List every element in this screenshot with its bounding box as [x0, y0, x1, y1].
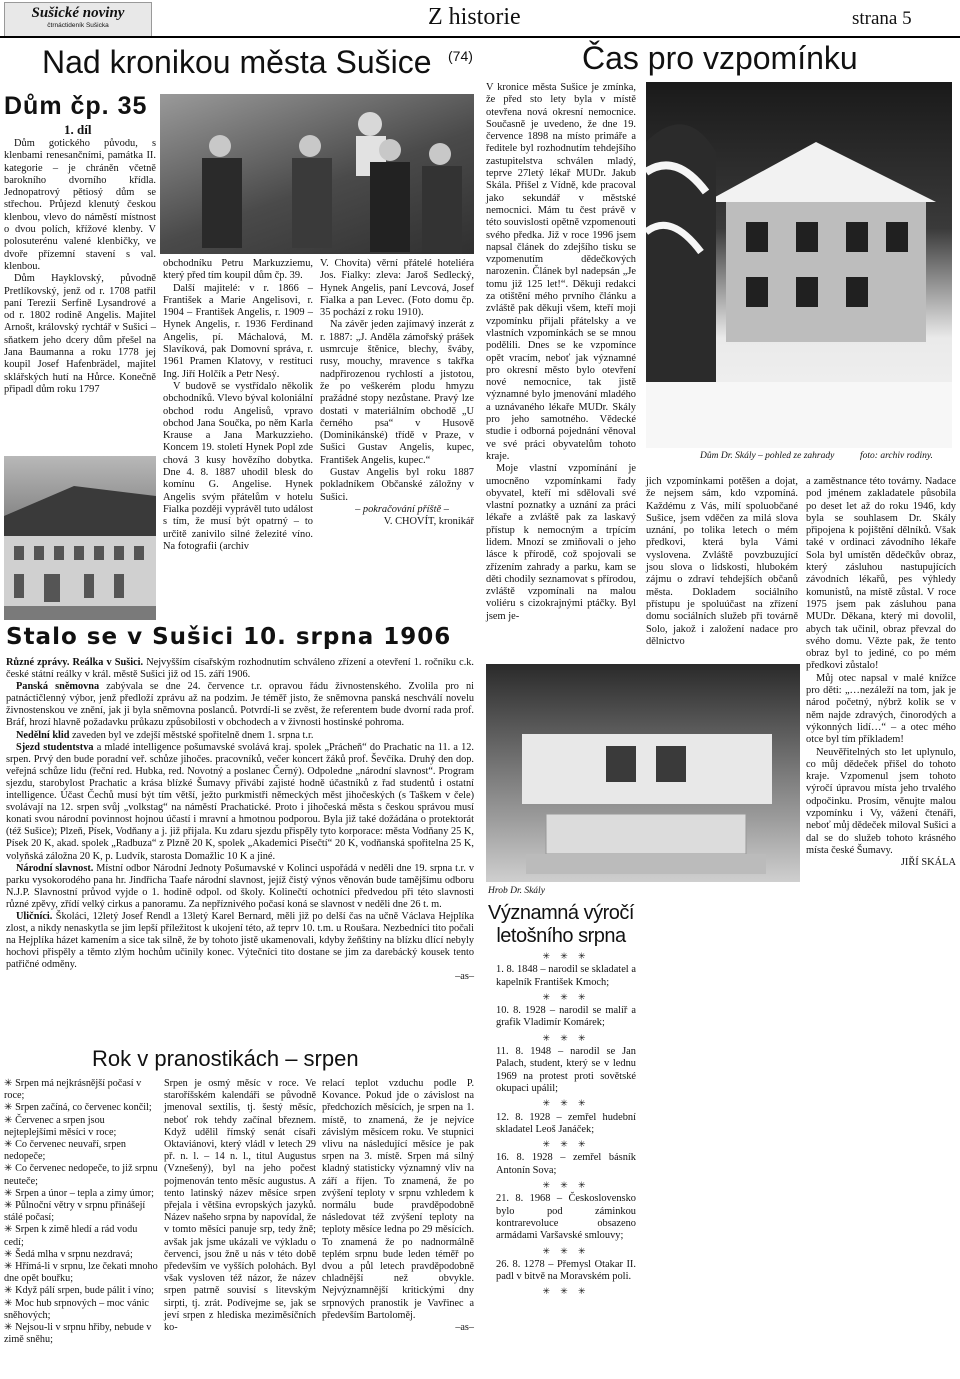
pranostika-item: [4, 1163, 158, 1187]
pranostika-item: [4, 1115, 158, 1139]
stalo-p1-head: Různé zprávy. Reálka v Sušici.: [6, 657, 144, 668]
vyroci-box: [486, 902, 636, 1372]
header-rule: [0, 36, 960, 38]
stalo-p3-text: zaveden byl ve zdejší městské spořitelně dnem 1. srpna t.r.: [69, 729, 314, 741]
vzpominka-col3-p1: a zaměstnance této továrny. Nadace pod jménem zakladatele působila po deset let až do roku 1946, kdy byla se souhlasem Dr. Skály připojena k pojištění dělníků. Však také v ordinaci závodního lékaře Sola byl umístěn dědečkův obraz, který zásluhou nastupujících závodních lékařů, pes výhledy komunistů, na místě zůstal. V roce 1975 jsem pak zásluhou pana MUDr. Děkana, který mi dovolil, abych tak učinil, obraz převzal do svého domu. Vězte pak, že tento obraz byl to jediné, co po mém předkovi zůstalo!: [806, 476, 956, 672]
pranostika-item: [4, 1261, 158, 1285]
separator-stars: ✳ ✳ ✳: [542, 1286, 590, 1297]
pranostiky-signature: –as–: [455, 1322, 474, 1334]
asterisk-icon: ✳: [4, 1114, 16, 1126]
asterisk-icon: ✳: [4, 1078, 16, 1089]
asterisk-icon: ✳: [4, 1224, 16, 1236]
kronika-col1-p2: Dům Hayklovský, původně Pretlíkovský, jenž od r. 1708 patřil paní Terezii Serfině Lysandrové a od r. 1802 rodině Angelis. Majitel Arnošt, královský rychtář v Sušici – sňatkem jeho dcery dům přešel na Jana Baumanna a roku 1778 jej koupil Josef Hafenbrädel, majitel sklářských hutí na Hůrce. Konečně připadl dům roku 1797: [4, 273, 156, 395]
stalo-p1: [6, 657, 474, 681]
pranostika-text: Moc hub srpnových – moc vánic sněhových;: [4, 1297, 149, 1321]
skala-house-photo-scene: [646, 82, 952, 448]
anniversary-item: 11. 8. 1948 – narodil se Jan Palach, student, který se v lednu 1969 na protest proti sovětské okupaci upálil;: [496, 1046, 636, 1094]
stalo-p6-text: Školáci, 12letý Josef Rendl a 13letý Karel Bernard, měli již po delší čas na učně Václava Hejplíka zlost, a nikdy nenaskytla se jim lepší příležitost k ukojení této, až teprv 10. t.m. u Roušara. Nezbedníci tito počali na Hejplíka házet kamením a sice tak silně, že by tohoto jistě ukamenovali, kdyby žeňštiny na blízku dlící nebyly hochovi přispěly a těmto zlým hochům učinily konec. Výtečníci tito dostane se jim za darebácký kousek tento patřičné odměny.: [6, 910, 474, 971]
friends-photo-figures: [160, 94, 474, 254]
skala-house-caption: Dům Dr. Skály – pohled ze zahrady: [700, 451, 835, 461]
asterisk-icon: ✳: [4, 1187, 16, 1199]
separator-stars: ✳ ✳ ✳: [542, 991, 590, 1002]
anniversary-item: 1. 8. 1848 – narodil se skladatel a kapelník František Kmoch;: [496, 964, 636, 988]
stalo-body: [6, 657, 474, 984]
kronika-col2: [163, 258, 313, 553]
stalo-p5-text: Místní odbor Národní Jednoty Pošumavské v Kolinci uspořádá v neděli dne 19. srpna t.r. v parku vysokorodého pana hr. Jindřicha Taafe národní slavnost, jejíž čistý výnos věnován bude tamějšímu odboru N.J.P. Slavnostní průvod vyjde o 1. hodině odpol. od školy. Kolinečtí ochotníci předvedou při této slavnosti různé zpěvy, zřídí velký cirkus a panoramu. Za nepříznivého počasí koná se slavnost v neděli dne 26 t. m.: [6, 862, 474, 910]
stalo-p4-text: a mladé intelligence pošumavské svolává kraj. spolek „Prácheň“ do Prachatic na 11. a 12. srpen. Prvý den bude poradní veř. schůze jihočes. pracovníků, večer koncert žáků prof. Ševčíka. Druhý den dop. veřejná schůze lidu (řeční red. Hubka, red. Novotný a poslanec Černý). Odpoledne „národní slavnost“. Program sjezdu, starobylost Prachatic a krása blízké Šumavy přivábí zajisté hodně účastníků z řad studentů i ostatní intelligence. Účast Čechů musí být tím větší, ježto purkmistři německých měst jihočeských (s Taškem v čele) svolávají na 12. srpen svůj „volkstag“ na náměstí Prachatické. Proto i jihočeská města s českou správou musí konati svou národní povinnost hojnou účastí i mravní a hmotnou podporou. Byla již také dožádána o protektorát (též Sušice); Plzeň, Písek, Vodňany a j. již přijala. Ku zdaru sjezdu přispěly tyto korporace: města Vodňany 25 K, Písek 20 K, akad. spolek „Radbuza“ z Plzně 20 K, spolek „Akademici Písečtí“ 20 K, vodňanská spořitelna 25 K, volyňská záložna 20 K, p. Ludvík, starosta Domažlic 10 K a jiné.: [6, 741, 474, 862]
grave-caption: Hrob Dr. Skály: [488, 886, 545, 896]
stalo-title: Stalo se v Sušici 10. srpna 1906: [6, 624, 452, 650]
separator-stars: ✳ ✳ ✳: [542, 1098, 590, 1109]
asterisk-icon: ✳: [4, 1261, 16, 1273]
pranostika-text: Hřímá-li v srpnu, lze čekati mnoho dne opět bouřku;: [4, 1261, 158, 1285]
stalo-p4: [6, 742, 474, 863]
stalo-p6: [6, 911, 474, 971]
separator-stars: ✳ ✳ ✳: [542, 1139, 590, 1150]
pranostiky-list: [4, 1078, 158, 1346]
kronika-part: 1. díl: [64, 122, 92, 137]
vzpominka-col3-p3: Neuvěřitelných sto let uplynulo, co můj dědeček přišel do tohoto kraje. Vzpomenul jsem tohoto výročí úpravou místa jeho trvalého odpočinku. Prosím, věnujte malou vzpomínku i Vy, vážení čtenáři, neboť můj dědeček miloval Sušici a dal se do služeb tohoto krásného místa české Šumavy.: [806, 746, 956, 856]
pranostika-item: [4, 1285, 158, 1297]
masthead-subtitle: čtrnáctideník Sušicka: [47, 22, 109, 29]
vzpominka-col1: [486, 82, 636, 623]
anniversary-item: 16. 8. 1928 – zemřel básník Antonín Sova;: [496, 1152, 636, 1176]
asterisk-icon: ✳: [4, 1285, 16, 1297]
kronika-cont: – pokračování příště –: [355, 503, 449, 515]
vyroci-items: [496, 950, 636, 1298]
kronika-number: (74): [448, 48, 473, 64]
kronika-col3-p3: Gustav Angelis byl roku 1887 pokladníkem Občanské záložny v Sušici.: [320, 467, 474, 503]
pranostika-item: [4, 1188, 158, 1200]
kronika-col3-p2: Na závěr jeden zajímavý inzerát z r. 1887: „J. Anděla zámořský prášek usmrcuje štěnice, blechy, šváby, rusy, mouchy, mravence s takřka nadpřirozenou rychlostí a jistotou, že po veškerém plodu hmyzu pražádné stopy nezůstane. Pravý lze dostati v materiálním obchodě „U černého psa“ v Husově (Dominikánské) třídě v Praze, v Sušici Gustav Angelis, kupec, František Angelis, kupec.“: [320, 319, 474, 466]
separator-stars: ✳ ✳ ✳: [542, 951, 590, 961]
page-number: strana 5: [852, 8, 912, 29]
pranostika-text: Šedá mlha v srpnu nezdravá;: [15, 1248, 133, 1260]
kronika-col2-p1: obchodníku Petru Markuzziemu, který před tím koupil dům čp. 39.: [163, 258, 313, 282]
kronika-col2-p3: V budově se vystřídalo několik obchodníků. Vlevo býval koloniální obchod rodu Angelisů, vpravo obchod Jana Součka, po něm Karla Krause a Jana Markuzzieho. Koncem 19. století Hynek Popl zde chová 3 kusy hovězího dobytka. Dne 4. 8. 1887 uhodil blesk do komínu G. Angelise. Hynek Angelis svým přátelům v hotelu Fialka později vyprávěl tuto událost s tím, že musí být opatrný – to určitě zanivilo silné železité víno. Na fotografii (archiv: [163, 380, 313, 552]
pranostika-item: [4, 1102, 158, 1114]
pranostika-text: Co červenec neuvaří, srpen nedopeče;: [4, 1139, 126, 1163]
stalo-signature: –as–: [455, 971, 474, 983]
skala-house-credit: foto: archiv rodiny.: [860, 451, 933, 461]
pranostika-text: Srpen a únor – tepla a zimy úmor;: [15, 1187, 155, 1199]
pranostika-item: [4, 1249, 158, 1261]
kronika-col1-p1: Dům gotického původu, s klenbami renesančními, památka II. kategorie – je chráněn včetně barokního dvorního křídla. Jednopatrový pětiosý dům se střechou. Průjezd klenutý českou klenbou, vlevo do náměstí místnost o dvou polích, křížové klenby. V polosuterénu valené klenbičky, ve dvoře přízemní stavení s val. klenbou.: [4, 138, 156, 272]
asterisk-icon: ✳: [4, 1102, 16, 1114]
pranostika-text: Co červenec nedopeče, to již srpnu neuteče;: [4, 1163, 158, 1187]
stalo-p6-head: Uličníci.: [16, 910, 53, 922]
vzpominka-col1-p1: V kronice města Sušice je zmínka, že před sto lety byla v místě otevřena nová okresní nemocnice. Současně je uvedeno, že dne 19. července 1898 na místo primáře a ředitele byl rozhodnutím tehdejšího zastupitelstva schválen mladý, teprve 27letý lékař MUDr. Jakub Skála. Přišel z Vídně, kde pracoval jako sekundář v městské nemocnici. Mám tu čest právě v této souvislosti opětně vzpomenouti svého předka. Již v roce 1996 jsem napsal článek do zdejšího tisku se vzpomenutím dědečkových narozenin. Článek byl nadepsán „Je tomu již 125 let!“. Děkuji redakci za otištění mého prvního článku a zvláště pak děkuji všem, kteří moji vzpomínku přijali přátelsky a ve vlastních vzpomínkách se se mnou podělili. Dnes se ke vzpomínce opět vracím, neboť jak významné pro okresní město bylo otevření nové nemocnice, tak jistě významné bylo jmenování mladého a uznávaného lékaře MUDr. Skály pro jeho samotného. Vědecké studie i odborná pojednání věnoval ve své práci obyvatelům tohoto kraje.: [486, 82, 636, 462]
vzpominka-author: JIŘÍ SKÁLA: [900, 857, 956, 869]
stalo-p5-head: Národní slavnost.: [16, 862, 94, 874]
kronika-title: Nad kronikou města Sušice: [42, 44, 432, 80]
separator-stars: ✳ ✳ ✳: [542, 1032, 590, 1043]
vyroci-title-line1: Významná výročí: [488, 902, 634, 924]
kronika-author: V. CHOVÍT, kronikář: [383, 516, 474, 528]
vzpominka-col3: [806, 476, 956, 870]
separator-stars: ✳ ✳ ✳: [542, 1245, 590, 1256]
vzpominka-col3-p2: Můj otec napsal v malé knížce pro děti: „…nezáleží na tom, jak je národ početný, nýbrž kolik se v něm najde zdravých, činorodých a výkonných lidí…“ – a otec mého otce byl tím příkladem!: [806, 672, 956, 746]
anniversary-item: 12. 8. 1928 – zemřel hudební skladatel Leoš Janáček;: [496, 1111, 636, 1135]
stalo-p2: [6, 681, 474, 729]
pranostika-item: [4, 1200, 158, 1224]
asterisk-icon: ✳: [4, 1139, 16, 1151]
grave-photo: [486, 664, 800, 882]
vzpominka-col1-p2: Moje vlastní vzpomínání je umocněno vzpomínkami řady obyvatel, kteří mi sdělovali své vlastní poznatky a uznání za práci lékaře a zvláště pak za laskavý přístup k nemocným a trpícím lidem. Mnozí se zmiňovali o jeho lásce k přírodě, což spojovali se zřízením zahrady a parku, kam se děti chodily seznamovat s přírodou, zvláště vzpomínali na malou voliéru s cizokrajnými ptáčky. Byl jsem je-: [486, 463, 636, 622]
vzpominka-col2: [646, 476, 798, 648]
friends-photo: [160, 94, 474, 254]
kronika-col1: [4, 138, 156, 396]
vzpominka-col2-p1: jich vzpomínkami potěšen a dojat, že nejsem sám, kdo vzpomíná. Každému z Vás, milí spoluobčané Sušice, jsem vděčen za milá slova uznání, po tolika letech o mém předkovi, která byla Vámi vyslovena. Zvláště povzbuzující jsou slova o lidskosti, hlubokém zájmu o zdraví tehdejších občanů města. Dokladem sociálního přístupu je spoluúčast na zřízení domu sociálních služeb při továrně Solo, jakož i založení nadace pro dělnictvo: [646, 476, 798, 647]
masthead-title: Sušické noviny: [31, 5, 125, 21]
pranostika-text: Červenec a srpen jsou nejteplejšími měsíci v roce;: [4, 1114, 117, 1138]
vzpominka-title: Čas pro vzpomínku: [582, 40, 858, 76]
asterisk-icon: ✳: [4, 1248, 16, 1260]
kronika-subtitle: Dům čp. 35: [4, 92, 148, 120]
kronika-col3: [320, 258, 474, 529]
pranostika-text: Srpen začíná, co červenec končil;: [15, 1102, 152, 1114]
pranostika-text: Srpen k zimě hledí a rád vodu cedí;: [4, 1224, 138, 1248]
anniversary-item: 10. 8. 1928 – narodil se malíř a grafik Vladimír Komárek;: [496, 1005, 636, 1029]
vyroci-title-line2: letošního srpna: [496, 925, 626, 947]
skala-house-photo: [646, 82, 952, 448]
separator-stars: ✳ ✳ ✳: [542, 1180, 590, 1191]
pranostika-text: Když pálí srpen, bude pálit i víno;: [15, 1285, 155, 1297]
pranostiky-col3: [322, 1078, 474, 1334]
stalo-p4-head: Sjezd studentstva: [16, 741, 94, 753]
kronika-col2-p2: Další majitelé: v r. 1866 – František a Marie Angelisovi, r. 1904 – František Angelis, r. 1909 – Hynek Angelis, r. 1936 Ferdinand Angelis, pí. Máchalová, M. Slavíková, pak Domovní správa, r. 1961 Pramen Klatovy, v restituci Ing. Jiří Holčík a Petr Nesý.: [163, 282, 313, 380]
pranostiky-items: [4, 1078, 158, 1346]
stalo-p3-head: Nedělní klid: [16, 729, 70, 741]
pranostiky-col3-p1: relací teplot vzduchu podle P. Kovance. Pokud jde o závislost na předchozích měsících, je srpen na 1. místě, to znamená, že je nejvíce závislým měsícem roku. Ve stupnici vlivu na následující měsíce je pak srpen na 3. místě. Srpen má silný kladný statisticky významný vliv na září a říjen. To znamená, že po zvýšení teploty v srpnu vzhledem k normálu bude pravděpodobně následovat též zvýšení teploty na teploty měsíce ledna po 29 měsících. To znamená že po nadnormálně teplém srpnu bude leden téměř po dvou a půl letech pravděpodobně chladnější než obvykle. Nejvýznamnější kritickými dny srpnových pranostik je Vavřinec a především Bartoloměj.: [322, 1078, 474, 1321]
house-photo: [4, 456, 156, 620]
pranostika-text: Půlnoční větry v srpnu přinášejí stálé počasí;: [4, 1200, 146, 1224]
pranostika-item: [4, 1078, 158, 1102]
pranostika-item: [4, 1139, 158, 1163]
anniversary-item: 21. 8. 1968 – Československo bylo pod záminkou kontrarevoluce obsazeno armádami Varšavské smlouvy;: [496, 1193, 636, 1242]
stalo-p1-text: Nejvyšším císařským rozhodnutím schváleno zřízení a otevření 1. ročníku c.k. české státní reálky v král. městě Sušici již od 15. září 1906.: [6, 657, 474, 681]
pranostika-text: Nejsou-li v srpnu hřiby, nebude v zimě sněhu;: [4, 1322, 152, 1346]
section-title: Z historie: [428, 4, 521, 30]
pranostika-item: [4, 1224, 158, 1248]
stalo-p3: [6, 730, 474, 742]
pranostika-item: [4, 1298, 158, 1322]
kronika-col3-p1: V. Chovíta) věrní přátelé hoteliéra Jos. Fialky: zleva: Jaroš Sedlecký, Hynek Angelis, paní Levcová, Josef Fialka a pan Levec. (Foto domu čp. 35 pochází z roku 1910).: [320, 258, 474, 319]
pranostiky-col2-p1: Srpen je osmý měsíc v roce. Ve staroříšském kalendáři se původně jmenoval sextilis, tj. šestý měsíc, neboť rok tehdy začínal březnem. Když udělil římský senát císaři Oktaviánovi, který vládl v letech 29 př. n. l. – 14 n. l., titul Augustus (Vznešený), byl na jeho počest pojmenován tento měsíc augustus. A tento latinský název měsíce srpen přejala i většina evropských jazyků. Název našeho srpna by napovídal, že v tomto měsíci panuje srp, tedy žně; avšak jak jsme ukázali ve výkladu o červenci, jsou žně u nás v této době především ve vyšších polohách. Byl však vysloven též názor, že název srpen patrně souvisí s litevským sirpti, tj. zrát. Podívejme se, jak se jeví srpen z hlediska meziměsíčních ko-: [164, 1078, 316, 1334]
house-photo-building: [4, 456, 156, 620]
stalo-p2-text: zabývala se dne 24. července t.r. opravou řádu živnostenského. Zvolila pro ni patnáctičlenný výbor, jenž předloží zprávu až na podzim. Je téměř jisto, že sněmovna panská neschválí novelu živnostenskou ve znění, jak ji byla sněmovna poslanců. Potvrdí-li se zvěst, že referentem bude dvorní rada prof. Bráf, hrozí hlavně požadavku průkazu způsobilosti v obchodech a v živnosti hostinské pohroma.: [6, 681, 474, 729]
pranostika-text: Srpen má nejkrásnější počasí v roce;: [4, 1078, 142, 1102]
grave-photo-scene: [486, 664, 800, 882]
asterisk-icon: ✳: [4, 1163, 16, 1175]
pranostiky-title: Rok v pranostikách – srpen: [92, 1046, 359, 1071]
pranostiky-col2: [164, 1078, 316, 1334]
masthead-logo: [4, 2, 152, 38]
asterisk-icon: ✳: [4, 1322, 16, 1334]
stalo-p2-head: Panská sněmovna: [16, 681, 100, 693]
asterisk-icon: ✳: [4, 1297, 16, 1309]
anniversary-item: 26. 8. 1278 – Přemysl Otakar II. padl v bitvě na Moravském poli.: [496, 1258, 636, 1283]
asterisk-icon: ✳: [4, 1200, 16, 1212]
stalo-p5: [6, 863, 474, 911]
pranostika-item: [4, 1322, 158, 1346]
